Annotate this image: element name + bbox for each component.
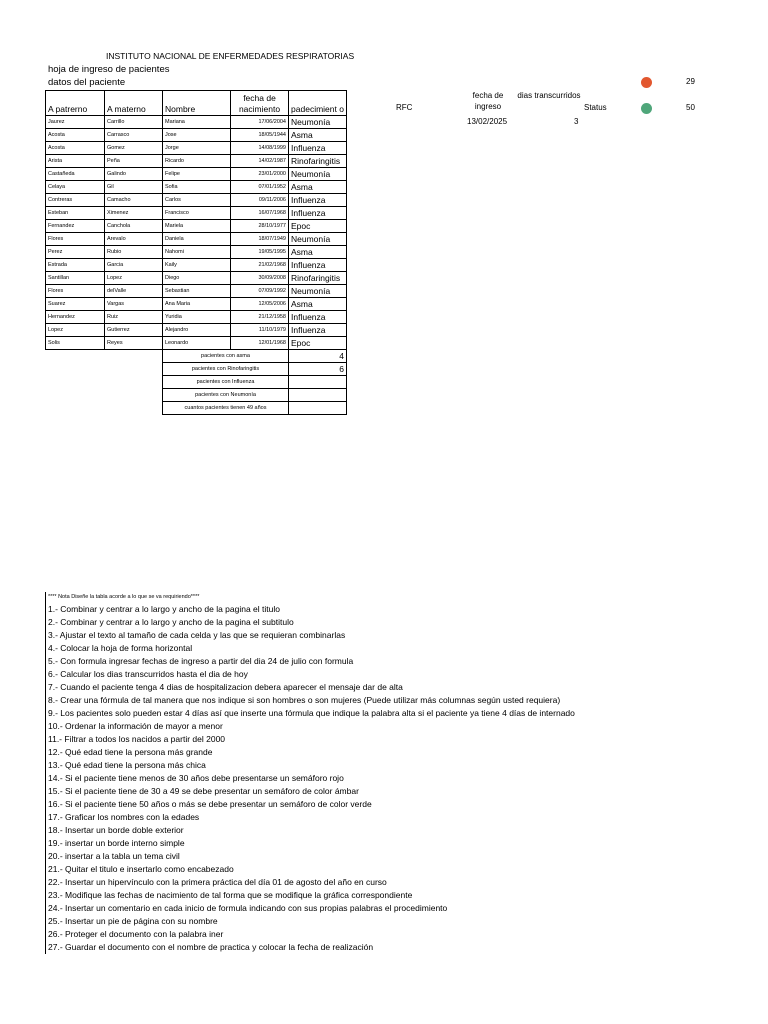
table-row bbox=[46, 142, 347, 155]
table-row bbox=[46, 311, 347, 324]
cell-a-materno[interactable]: Lopez bbox=[105, 272, 163, 285]
cell-a-materno[interactable]: Ximenez bbox=[105, 207, 163, 220]
cell-fecha-nacimiento[interactable]: 21/02/1968 bbox=[231, 259, 289, 272]
instruction-item: 13.- Qué edad tiene la persona más chica bbox=[48, 760, 206, 770]
cell-a-materno[interactable]: Gutierrez bbox=[105, 324, 163, 337]
instruction-item: 11.- Filtrar a todos los nacidos a partir del 2000 bbox=[48, 734, 226, 744]
summary-label: pacientes con asma bbox=[163, 350, 289, 363]
cell-a-paterno[interactable]: Castañeda bbox=[46, 168, 105, 181]
cell-fecha-nacimiento[interactable]: 14/08/1999 bbox=[231, 142, 289, 155]
summary-empty-cell bbox=[46, 376, 105, 389]
instruction-item: 14.- Si el paciente tiene menos de 30 años debe presentarse un semáforo rojo bbox=[48, 773, 344, 783]
table-row bbox=[46, 181, 347, 194]
cell-nombre[interactable]: Daniela bbox=[163, 233, 231, 246]
table-row bbox=[46, 298, 347, 311]
cell-a-materno[interactable]: Arevalo bbox=[105, 233, 163, 246]
instruction-item: 24.- Insertar un comentario en cada inicio de formula indicando con sus propias palabras el procedimiento bbox=[48, 903, 448, 913]
table-row bbox=[46, 272, 347, 285]
table-row bbox=[46, 337, 347, 350]
instruction-item: 6.- Calcular los dias transcurridos hasta el dia de hoy bbox=[48, 669, 248, 679]
cell-padecimiento[interactable]: Influenza bbox=[289, 142, 347, 155]
cell-a-materno[interactable]: Camacho bbox=[105, 194, 163, 207]
header-fecha-ingreso: fecha de ingreso bbox=[472, 91, 504, 111]
summary-empty-cell bbox=[105, 376, 163, 389]
summary-empty-cell bbox=[105, 389, 163, 402]
cell-a-paterno[interactable]: Esteban bbox=[46, 207, 105, 220]
header-status: Status bbox=[584, 103, 607, 112]
dias-transcurridos-value: 3 bbox=[574, 117, 579, 126]
instruction-item: 16.- Si el paciente tiene 50 años o más se debe presentar un semáforo de color verde bbox=[48, 799, 372, 809]
summary-empty-cell bbox=[46, 402, 105, 415]
cell-a-paterno[interactable]: Fernandez bbox=[46, 220, 105, 233]
cell-a-paterno[interactable]: Lopez bbox=[46, 324, 105, 337]
cell-a-materno[interactable]: Galindo bbox=[105, 168, 163, 181]
instruction-item: 3.- Ajustar el texto al tamaño de cada celda y las que se requieran combinarlas bbox=[48, 630, 346, 640]
summary-empty-cell bbox=[46, 363, 105, 376]
instruction-item: 22.- Insertar un hipervínculo con la primera práctica del día 01 de agosto del año en curso bbox=[48, 877, 387, 887]
cell-a-paterno[interactable]: Hernandez bbox=[46, 311, 105, 324]
cell-a-materno[interactable]: Ruiz bbox=[105, 311, 163, 324]
cell-a-materno[interactable]: Vargas bbox=[105, 298, 163, 311]
header-fecha-nacimiento: fecha de nacimiento bbox=[231, 91, 289, 116]
cell-fecha-nacimiento[interactable]: 14/02/1987 bbox=[231, 155, 289, 168]
summary-label: cuantos pacientes tienen 49 años bbox=[163, 402, 289, 415]
summary-label: pacientes con Influenza bbox=[163, 376, 289, 389]
summary-value[interactable] bbox=[289, 389, 347, 402]
cell-a-paterno[interactable]: Perez bbox=[46, 246, 105, 259]
table-header-row bbox=[46, 91, 347, 116]
cell-a-paterno[interactable]: Flores bbox=[46, 285, 105, 298]
instruction-item: 19.- insertar un borde interno simple bbox=[48, 838, 185, 848]
cell-padecimiento[interactable]: Neumonía bbox=[289, 233, 347, 246]
red-dot-icon bbox=[641, 77, 652, 88]
cell-a-materno[interactable]: Gil bbox=[105, 181, 163, 194]
cell-nombre[interactable]: Sebastian bbox=[163, 285, 231, 298]
table-row bbox=[46, 324, 347, 337]
cell-padecimiento[interactable]: Asma bbox=[289, 246, 347, 259]
patients-table bbox=[45, 90, 347, 415]
instruction-item: 5.- Con formula ingresar fechas de ingreso a partir del dia 24 de julio con formula bbox=[48, 656, 354, 666]
table-row bbox=[46, 259, 347, 272]
table-row bbox=[46, 129, 347, 142]
instruction-item: 21.- Quitar el titulo e insertarlo como encabezado bbox=[48, 864, 234, 874]
cell-fecha-nacimiento[interactable]: 18/05/1944 bbox=[231, 129, 289, 142]
cell-nombre[interactable]: Jorge bbox=[163, 142, 231, 155]
cell-fecha-nacimiento[interactable]: 19/05/1995 bbox=[231, 246, 289, 259]
cell-a-materno[interactable]: Gomez bbox=[105, 142, 163, 155]
instruction-item: 26.- Proteger el documento con la palabra iner bbox=[48, 929, 224, 939]
cell-padecimiento[interactable]: Asma bbox=[289, 298, 347, 311]
cell-a-paterno[interactable]: Acosta bbox=[46, 142, 105, 155]
cell-a-paterno[interactable]: Estrada bbox=[46, 259, 105, 272]
cell-a-paterno[interactable]: Acosta bbox=[46, 129, 105, 142]
instruction-item: 1.- Combinar y centrar a lo largo y ancho de la pagina el titulo bbox=[48, 604, 280, 614]
cell-nombre[interactable]: Yuridia bbox=[163, 311, 231, 324]
cell-nombre[interactable]: Felipe bbox=[163, 168, 231, 181]
table-row bbox=[46, 168, 347, 181]
summary-row bbox=[46, 350, 347, 363]
cell-fecha-nacimiento[interactable]: 11/10/1979 bbox=[231, 324, 289, 337]
cell-a-paterno[interactable]: Flores bbox=[46, 233, 105, 246]
cell-fecha-nacimiento[interactable]: 17/06/2004 bbox=[231, 116, 289, 129]
cell-a-materno[interactable]: Canchola bbox=[105, 220, 163, 233]
cell-fecha-nacimiento[interactable]: 18/07/1949 bbox=[231, 233, 289, 246]
green-legend-value: 50 bbox=[686, 103, 695, 112]
cell-a-paterno[interactable]: Santillan bbox=[46, 272, 105, 285]
header-nombre: Nombre bbox=[163, 91, 231, 116]
cell-fecha-nacimiento[interactable]: 23/01/2000 bbox=[231, 168, 289, 181]
cell-padecimiento[interactable]: Asma bbox=[289, 181, 347, 194]
summary-empty-cell bbox=[46, 389, 105, 402]
summary-empty-cell bbox=[105, 363, 163, 376]
cell-fecha-nacimiento[interactable]: 28/10/1977 bbox=[231, 220, 289, 233]
instruction-item: 9.- Los pacientes solo pueden estar 4 días así que inserte una fórmula que indique la palabra alta si el paciente ya tiene 4 días de internado bbox=[48, 708, 575, 718]
summary-value[interactable] bbox=[289, 376, 347, 389]
cell-padecimiento[interactable]: Neumonía bbox=[289, 116, 347, 129]
table-row bbox=[46, 285, 347, 298]
cell-a-paterno[interactable]: Arista bbox=[46, 155, 105, 168]
cell-nombre[interactable]: Nahomi bbox=[163, 246, 231, 259]
instruction-item: 25.- Insertar un pie de página con su nombre bbox=[48, 916, 218, 926]
header-dias-transcurridos: dias transcurridos bbox=[517, 91, 581, 100]
cell-nombre[interactable]: Leonardo bbox=[163, 337, 231, 350]
instruction-item: 12.- Qué edad tiene la persona más grande bbox=[48, 747, 213, 757]
cell-a-paterno[interactable]: Solis bbox=[46, 337, 105, 350]
cell-nombre[interactable]: Carlos bbox=[163, 194, 231, 207]
instruction-item: 7.- Cuando el paciente tenga 4 dias de hospitalizacion debera aparecer el mensaje dar de alta bbox=[48, 682, 403, 692]
cell-a-materno[interactable]: Reyes bbox=[105, 337, 163, 350]
cell-nombre[interactable]: Diego bbox=[163, 272, 231, 285]
sheet-subtitle: hoja de ingreso de pacientes bbox=[48, 64, 170, 75]
instruction-item: 17.- Graficar los nombres con la edades bbox=[48, 812, 200, 822]
instructions-block bbox=[45, 592, 575, 954]
instruction-item: 23.- Modifique las fechas de nacimiento de tal forma que se modifique la gráfica correspondiente bbox=[48, 890, 413, 900]
table-row bbox=[46, 233, 347, 246]
cell-a-materno[interactable]: delValle bbox=[105, 285, 163, 298]
cell-padecimiento[interactable]: Neumonía bbox=[289, 285, 347, 298]
cell-nombre[interactable]: Alejandro bbox=[163, 324, 231, 337]
table-row bbox=[46, 194, 347, 207]
cell-padecimiento[interactable]: Influenza bbox=[289, 194, 347, 207]
cell-fecha-nacimiento[interactable]: 30/09/2008 bbox=[231, 272, 289, 285]
design-note: **** Nota Diseñe la tabla acorde a lo que se va requiriendo**** bbox=[48, 594, 200, 600]
fecha-ingreso-value: 13/02/2025 bbox=[467, 117, 508, 126]
cell-a-materno[interactable]: Garcia bbox=[105, 259, 163, 272]
cell-a-paterno[interactable]: Contreras bbox=[46, 194, 105, 207]
cell-padecimiento[interactable]: Influenza bbox=[289, 311, 347, 324]
instruction-item: 27.- Guardar el documento con el nombre de practica y colocar la fecha de realización bbox=[48, 942, 374, 952]
summary-value[interactable]: 4 bbox=[289, 350, 347, 363]
cell-a-materno[interactable]: Peña bbox=[105, 155, 163, 168]
table-row bbox=[46, 246, 347, 259]
green-dot-icon bbox=[641, 103, 652, 114]
summary-label: pacientes con Neumonía bbox=[163, 389, 289, 402]
cell-padecimiento[interactable]: Influenza bbox=[289, 259, 347, 272]
cell-nombre[interactable]: Sofia bbox=[163, 181, 231, 194]
cell-a-materno[interactable]: Carrasco bbox=[105, 129, 163, 142]
cell-a-paterno[interactable]: Jaurez bbox=[46, 116, 105, 129]
summary-row bbox=[46, 402, 347, 415]
table-row bbox=[46, 116, 347, 129]
summary-row bbox=[46, 389, 347, 402]
cell-a-paterno[interactable]: Celaya bbox=[46, 181, 105, 194]
table-row bbox=[46, 207, 347, 220]
header-padecimiento: padecimient o bbox=[289, 91, 347, 116]
summary-value[interactable] bbox=[289, 402, 347, 415]
cell-nombre[interactable]: Mariela bbox=[163, 220, 231, 233]
cell-nombre[interactable]: Ana Maria bbox=[163, 298, 231, 311]
cell-fecha-nacimiento[interactable]: 07/01/1952 bbox=[231, 181, 289, 194]
cell-padecimiento[interactable]: Epoc bbox=[289, 220, 347, 233]
summary-empty-cell bbox=[46, 350, 105, 363]
table-row bbox=[46, 220, 347, 233]
header-rfc: RFC bbox=[396, 103, 413, 112]
cell-fecha-nacimiento[interactable]: 09/11/2006 bbox=[231, 194, 289, 207]
cell-padecimiento[interactable]: Influenza bbox=[289, 207, 347, 220]
cell-padecimiento[interactable]: Influenza bbox=[289, 324, 347, 337]
cell-a-materno[interactable]: Carrillo bbox=[105, 116, 163, 129]
instruction-item: 10.- Ordenar la información de mayor a menor bbox=[48, 721, 223, 731]
cell-fecha-nacimiento[interactable]: 12/05/2006 bbox=[231, 298, 289, 311]
cell-nombre[interactable]: Kaily bbox=[163, 259, 231, 272]
summary-empty-cell bbox=[105, 402, 163, 415]
cell-padecimiento[interactable]: Epoc bbox=[289, 337, 347, 350]
cell-padecimiento[interactable]: Neumonía bbox=[289, 168, 347, 181]
summary-label: pacientes con Rinofaringitis bbox=[163, 363, 289, 376]
cell-a-materno[interactable]: Rubio bbox=[105, 246, 163, 259]
header-a-materno: A materno bbox=[105, 91, 163, 116]
instructions-list bbox=[48, 603, 575, 954]
red-legend-value: 29 bbox=[686, 77, 695, 86]
cell-padecimiento[interactable]: Asma bbox=[289, 129, 347, 142]
summary-value[interactable]: 6 bbox=[289, 363, 347, 376]
cell-fecha-nacimiento[interactable]: 07/09/1992 bbox=[231, 285, 289, 298]
cell-a-paterno[interactable]: Suarez bbox=[46, 298, 105, 311]
cell-fecha-nacimiento[interactable]: 21/12/1958 bbox=[231, 311, 289, 324]
instruction-item: 18.- Insertar un borde doble exterior bbox=[48, 825, 184, 835]
cell-nombre[interactable]: Ricardo bbox=[163, 155, 231, 168]
table-row bbox=[46, 155, 347, 168]
sheet-title: INSTITUTO NACIONAL DE ENFERMEDADES RESPIRATORIAS bbox=[106, 51, 355, 61]
instruction-item: 15.- Si el paciente tiene de 30 a 49 se debe presentar un semáforo de color ámbar bbox=[48, 786, 359, 796]
cell-fecha-nacimiento[interactable]: 12/01/1968 bbox=[231, 337, 289, 350]
cell-padecimiento[interactable]: Rinofaringitis bbox=[289, 155, 347, 168]
cell-nombre[interactable]: Jose bbox=[163, 129, 231, 142]
instruction-item: 4.- Colocar la hoja de forma horizontal bbox=[48, 643, 193, 653]
instruction-item: 20.- insertar a la tabla un tema civil bbox=[48, 851, 180, 861]
instruction-item: 2.- Combinar y centrar a lo largo y ancho de la pagina el subtitulo bbox=[48, 617, 294, 627]
cell-padecimiento[interactable]: Rinofaringitis bbox=[289, 272, 347, 285]
header-a-paterno: A patrerno bbox=[46, 91, 105, 116]
cell-nombre[interactable]: Mariana bbox=[163, 116, 231, 129]
summary-row bbox=[46, 363, 347, 376]
cell-fecha-nacimiento[interactable]: 16/07/1968 bbox=[231, 207, 289, 220]
patient-data-label: datos del paciente bbox=[48, 77, 126, 88]
summary-row bbox=[46, 376, 347, 389]
instruction-item: 8.- Crear una fórmula de tal manera que nos indique si son hombres o son mujeres (Puede utilizar más columnas según usted requiera) bbox=[48, 695, 561, 705]
summary-empty-cell bbox=[105, 350, 163, 363]
cell-nombre[interactable]: Francisco bbox=[163, 207, 231, 220]
